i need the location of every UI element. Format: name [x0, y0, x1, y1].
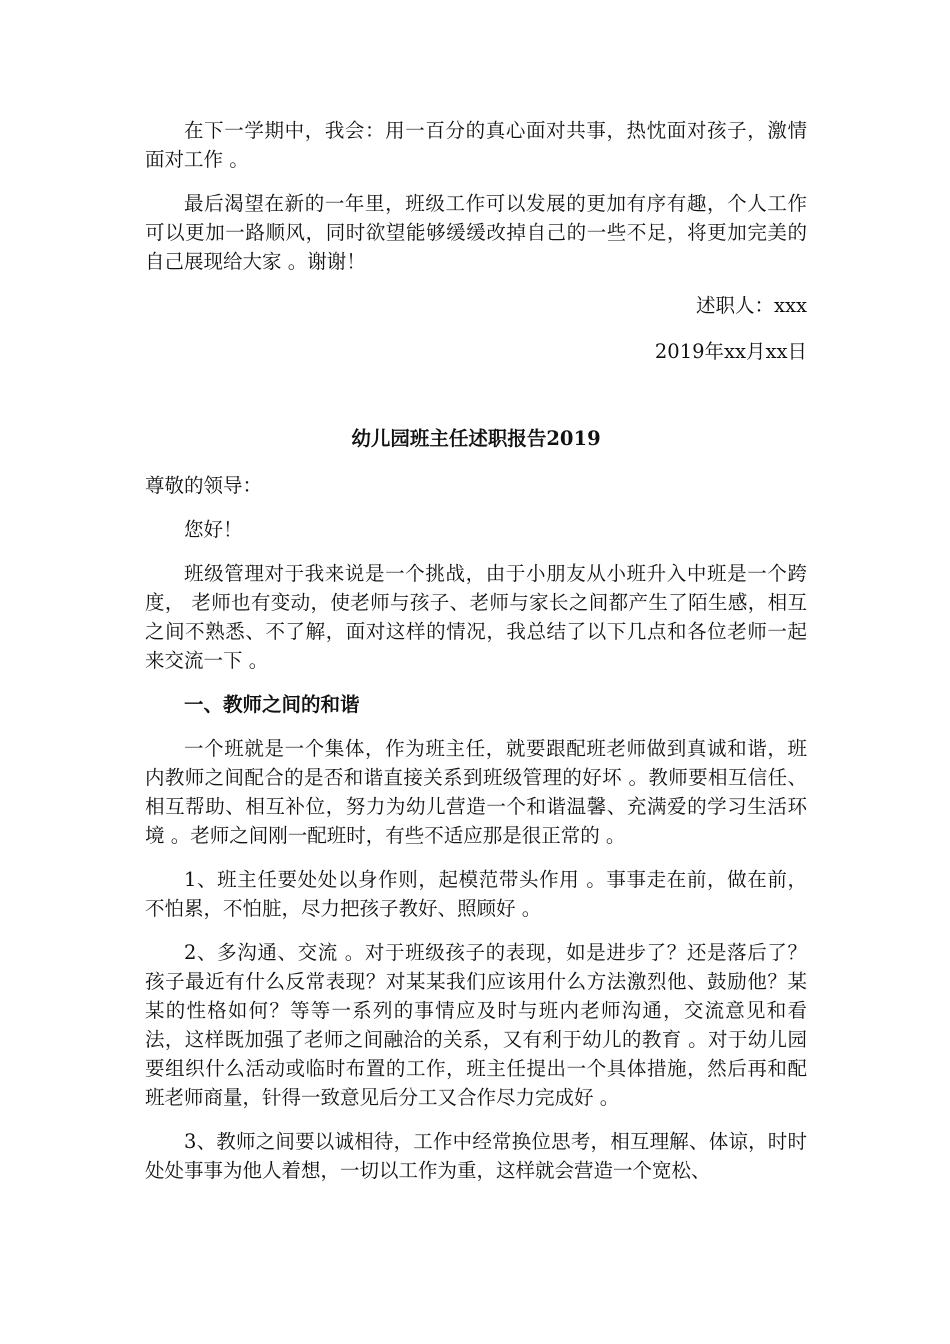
salutation: 尊敬的领导： — [145, 474, 263, 497]
paragraph-closing-wish: 最后渴望在新的一年里，班级工作可以发展的更加有序有趣，个人工作可以更加一路顺风，同时欲望能够缓缓改掉自己的一些不足，将更加完美的自己展现给大家 。谢谢！ — [145, 192, 807, 273]
document-page — [145, 116, 807, 1200]
report-title: 幼儿园班主任述职报告2019 — [351, 427, 601, 450]
paragraph-intro: 班级管理对于我来说是一个挑战，由于小朋友从小班升入中班是一个跨度， 老师也有变动，使老师与孩子、老师与家长之间都产生了陌生感，相互之间不熟悉、不了解，面对这样的情况，我总结了以下几点和各位老师一起来交流一下 。 — [145, 562, 807, 672]
list-item-3: 3、教师之间要以诚相待，工作中经常换位思考，相互理解、体谅，时时处处事事为他人着想，一切以工作为重，这样就会营造一个宽松、 — [145, 1130, 807, 1182]
list-item-1: 1、班主任要处处以身作则，起模范带头作用 。事事走在前，做在前，不怕累，不怕脏，尽力把孩子教好、照顾好 。 — [145, 868, 807, 920]
paragraph-next-term: 在下一学期中，我会：用一百分的真心面对共事，热忱面对孩子，激情面对工作 。 — [145, 119, 807, 171]
signature-date: 2019年xx月xx日 — [654, 340, 807, 363]
signature-author: 述职人：xxx — [696, 294, 807, 317]
greeting: 您好！ — [184, 518, 243, 541]
list-item-2: 2、多沟通、交流 。对于班级孩子的表现，如是进步了？还是落后了？孩子最近有什么反常表现？对某某我们应该用什么方法激烈他、鼓励他？某某的性格如何？等等一系列的事情应及时与班内老师沟通，交流意见和看法，这样既加强了老师之间融洽的关系，又有利于幼儿的教育 。对于幼儿园要组织什么活动或临时布置的工作，班主任提出一个具体措施，然后再和配班老师商量，针得一致意见后分工又合作尽力完成好 。 — [145, 941, 807, 1109]
section-heading-1: 一、教师之间的和谐 — [184, 693, 360, 716]
paragraph-section-1: 一个班就是一个集体，作为班主任，就要跟配班老师做到真诚和谐，班内教师之间配合的是否和谐直接关系到班级管理的好坏 。教师要相互信任、相互帮助、相互补位，努力为幼儿营造一个和谐温馨、充满爱的学习生活环境 。老师之间刚一配班时，有些不适应那是很正常的 。 — [145, 737, 807, 847]
